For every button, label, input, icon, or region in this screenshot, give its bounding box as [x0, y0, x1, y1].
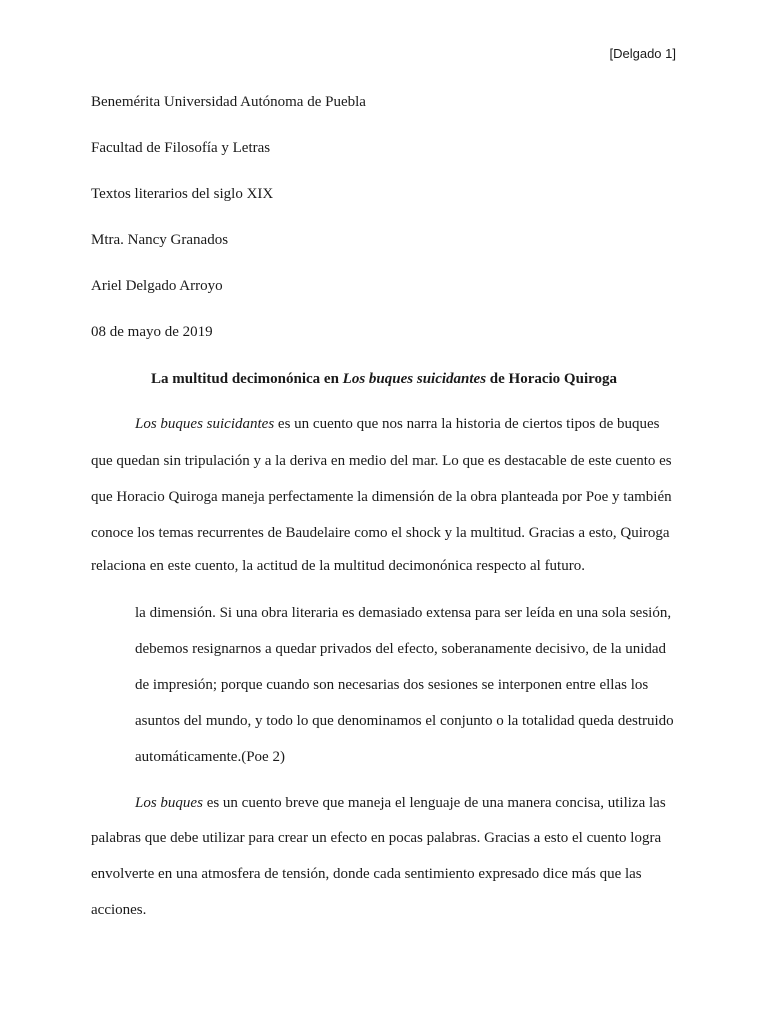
essay-title	[0, 370, 768, 388]
title-italic: Los buques suicidantes	[342, 371, 487, 387]
paragraph1-italic: Los buques suicidantes	[135, 416, 275, 432]
paragraph1-line1-text: es un cuento que nos narra la historia de ciertos tipos de buques	[274, 416, 660, 432]
paragraph2-line4: acciones.	[91, 902, 147, 918]
title-before: La multitud decimonónica en	[150, 371, 343, 387]
quote-line3: de impresión; porque cuando son necesarias dos sesiones se interponen entre ellas los	[135, 677, 649, 693]
course-line: Textos literarios del siglo XIX	[91, 186, 274, 202]
paragraph1-line4: conoce los temas recurrentes de Baudelaire como el shock y la multitud. Gracias a esto, Quiroga	[91, 525, 670, 541]
quote-line4: asuntos del mundo, y todo lo que denominamos el conjunto o la totalidad queda destruido	[135, 713, 674, 729]
paragraph2-line3: envolverte en una atmosfera de tensión, donde cada sentimiento expresado dice más que las	[91, 866, 642, 882]
quote-line5: automáticamente.(Poe 2)	[135, 749, 285, 765]
title-after: de Horacio Quiroga	[486, 371, 617, 387]
paragraph1-line5: relaciona en este cuento, la actitud de la multitud decimonónica respecto al futuro.	[91, 558, 585, 574]
paragraph2-line2: palabras que debe utilizar para crear un efecto en pocas palabras. Gracias a esto el cuento logra	[91, 830, 662, 846]
student-line: Ariel Delgado Arroyo	[91, 278, 223, 294]
quote-line2: debemos resignarnos a quedar privados del efecto, soberanamente decisivo, de la unidad	[135, 641, 667, 657]
running-header: [Delgado 1]	[609, 46, 676, 61]
date-line: 08 de mayo de 2019	[91, 324, 213, 340]
paragraph2-line1	[135, 794, 666, 812]
quote-line1: la dimensión. Si una obra literaria es demasiado extensa para ser leída en una sola sesión,	[135, 605, 672, 621]
paragraph1-line1	[135, 415, 659, 433]
paragraph1-line2: que quedan sin tripulación y a la deriva en medio del mar. Lo que es destacable de este cuento es	[91, 453, 672, 469]
paragraph2-line1-text: es un cuento breve que maneja el lenguaje de una manera concisa, utiliza las	[202, 795, 666, 811]
paragraph2-italic: Los buques	[135, 795, 203, 811]
paragraph1-line3: que Horacio Quiroga maneja perfectamente la dimensión de la obra planteada por Poe y también	[91, 489, 672, 505]
faculty-line: Facultad de Filosofía y Letras	[91, 140, 271, 156]
university-line: Benemérita Universidad Autónoma de Puebla	[91, 94, 366, 110]
teacher-line: Mtra. Nancy Granados	[91, 232, 229, 248]
